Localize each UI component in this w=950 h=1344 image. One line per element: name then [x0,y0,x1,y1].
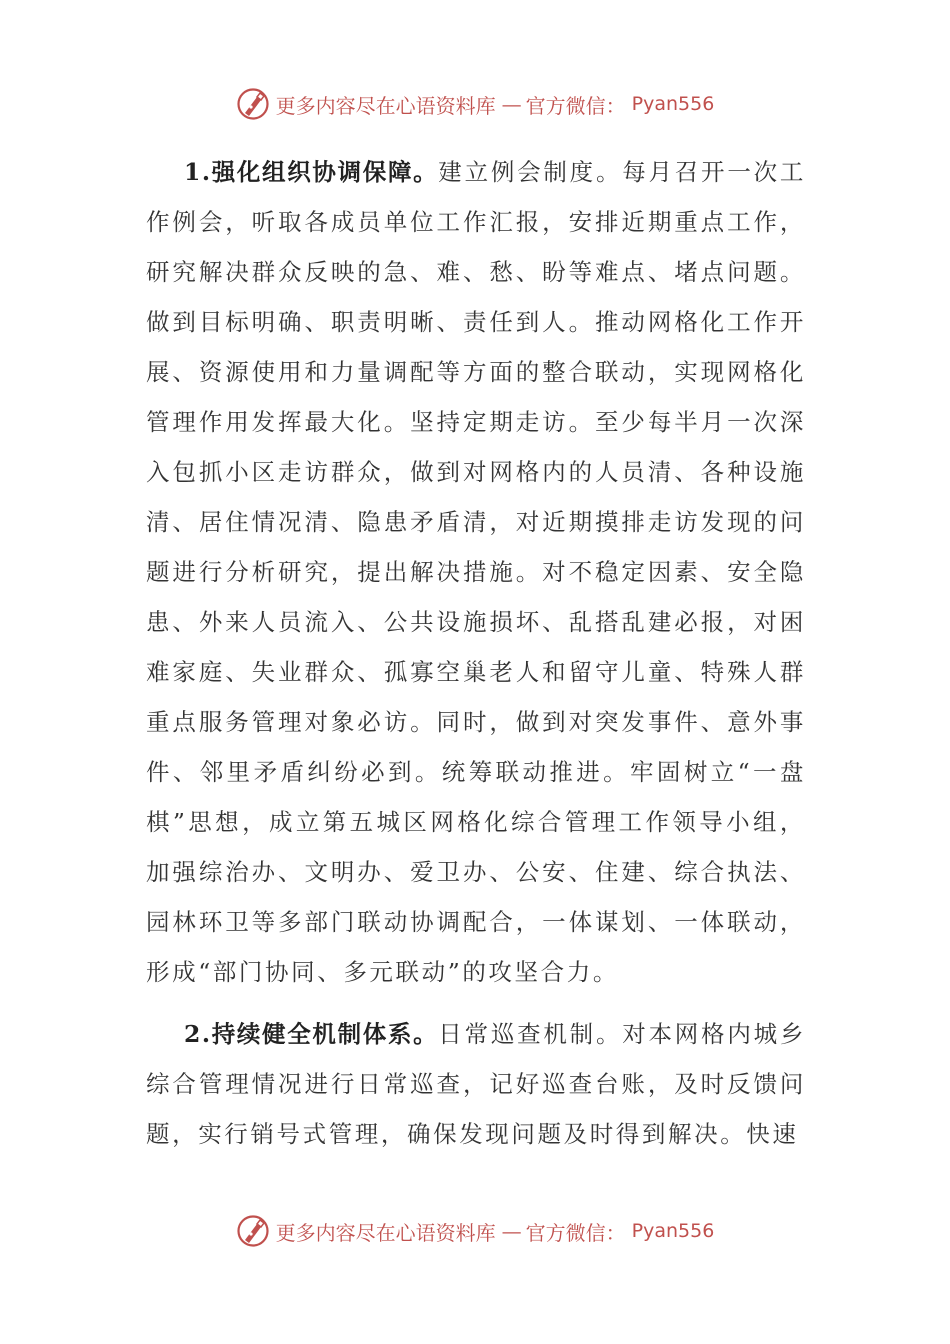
pen-nib-circle-icon [236,1214,270,1248]
watermark-wechat-id: Pyan556 [631,1220,715,1242]
pen-nib-circle-icon [236,87,270,121]
watermark-footer [0,1211,950,1251]
watermark-separator: — [501,92,520,116]
watermark-brand: 更多内容尽在心语资料库 [275,93,496,118]
paragraph-2 [146,1009,806,1159]
paragraph-1-text: 建立例会制度。每月召开一次工作例会，听取各成员单位工作汇报，安排近期重点工作，研究解决群众反映的急、难、愁、盼等难点、堵点问题。做到目标明确、职责明晰、责任到人。推动网格化工作开展、资源使用和力量调配等方面的整合联动，实现网格化管理作用发挥最大化。坚持定期走访。至少每半月一次深入包抓小区走访群众，做到对网格内的人员清、各种设施清、居住情况清、隐患矛盾清，对近期摸排走访发现的问题进行分析研究，提出解决措施。对不稳定因素、安全隐患、外来人员流入、公共设施损坏、乱搭乱建必报，对困难家庭、失业群众、孤寡空巢老人和留守儿童、特殊人群重点服务管理对象必访。同时，做到对突发事件、意外事件、邻里矛盾纠纷必到。统筹联动推进。牢固树立“一盘棋”思想，成立第五城区网格化综合管理工作领导小组，加强综治办、文明办、爱卫办、公安、住建、综合执法、园林环卫等多部门联动协调配合，一体谋划、一体联动，形成“部门协同、多元联动”的攻坚合力。 [146,158,806,986]
paragraph-2-heading: 2.持续健全机制体系。 [184,1020,439,1048]
watermark-brand: 更多内容尽在心语资料库 [275,1220,496,1245]
paragraph-1 [146,147,806,997]
watermark-wechat-label: 官方微信： [525,93,626,118]
document-body [146,147,806,1159]
watermark-header [0,84,950,124]
watermark-wechat-id: Pyan556 [631,93,715,115]
paragraph-1-heading: 1.强化组织协调保障。 [184,158,439,186]
watermark-separator: — [501,1219,520,1243]
paragraph-2-text: 日常巡查机制。对本网格内城乡综合管理情况进行日常巡查，记好巡查台账，及时反馈问题，实行销号式管理，确保发现问题及时得到解决。快速 [146,1020,806,1148]
watermark-wechat-label: 官方微信： [525,1220,626,1245]
